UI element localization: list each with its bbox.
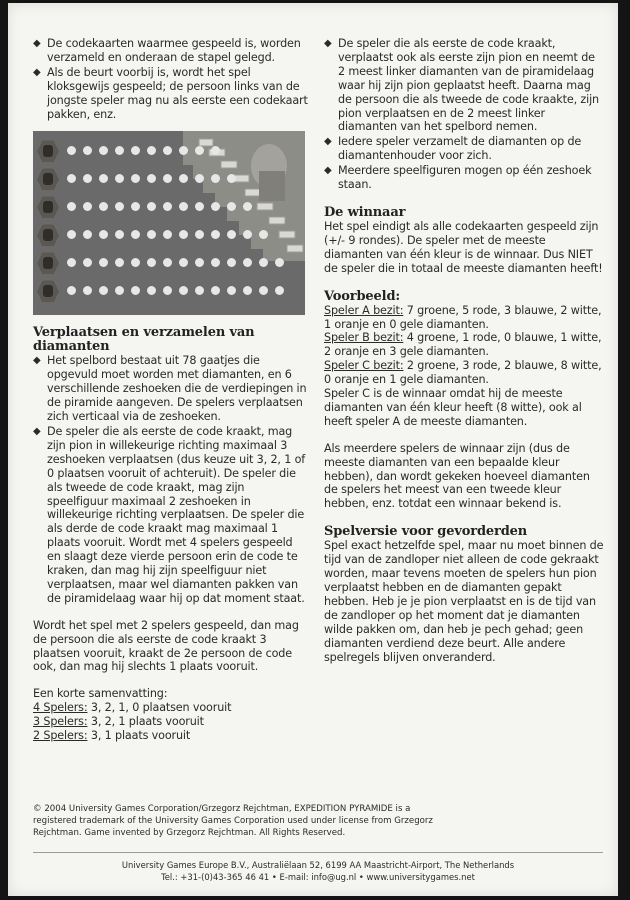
hexagon-level-icon [37,280,59,302]
board-hole [259,286,268,295]
board-hole [147,230,156,239]
board-row [33,197,305,217]
game-board-image [33,131,305,315]
example-text: 7 groene, 5 rode, 3 blauwe, 2 witte, 1 oranje en 0 gele diamanten. [324,303,602,331]
left-column [33,37,308,743]
summary-text: 3, 2, 1, 0 plaatsen vooruit [87,701,232,715]
board-hole-row [67,230,268,240]
board-hole [163,174,172,183]
list-item: ◆ De codekaarten waarmee gespeeld is, worden verzameld en onderaan de stapel gelegd. [33,37,308,65]
board-hole-row [67,146,220,156]
board-hole [131,174,140,183]
board-hole [211,258,220,267]
board-hole [131,202,140,211]
footer-address: University Games Europe B.V., Australiëlaan 52, 6199 AA Maastricht-Airport, The Netherlands [121,860,515,870]
figure-icon [43,145,53,157]
example-label: Speler C bezit: [324,359,404,373]
example-conclusion: Speler C is de winnaar omdat hij de meeste diamanten van één kleur heeft (8 witte), ook al heeft speler A de meeste diamanten. [324,387,582,428]
board-hole [147,146,156,155]
board-hole [227,174,236,183]
board-row [33,141,305,161]
board-hole [211,174,220,183]
board-hole [163,286,172,295]
board-hole [179,230,188,239]
board-hole [115,230,124,239]
board-hole-row [67,174,236,184]
summary-text: 3, 2, 1 plaats vooruit [87,715,204,729]
board-hole [147,258,156,267]
list-item: ◆ Als de beurt voorbij is, wordt het spel kloksgewijs gespeeld; de persoon links van de jongste speler mag nu als eerste een codekaart pakken, enz. [33,66,308,122]
board-hole-row [67,258,284,268]
board-hole [99,286,108,295]
board-hole [131,258,140,267]
board-hole [163,202,172,211]
board-hole [67,202,76,211]
board-hole [131,146,140,155]
example-label: Speler B bezit: [324,331,404,345]
board-hole [67,146,76,155]
right-column [324,37,604,664]
list-item: ◆ De speler die als eerste de code kraakt, verplaatst ook als eerste zijn pion en neemt de 2 meest linker diamanten van de piramidelaag waar hij zijn pion geplaatst heeft. Daarna mag de persoon die als tweede de code kraakte, zijn pion verplaatsen en de 2 meest linker diamanten van het spelbord nemen. [324,37,604,134]
board-hole [115,174,124,183]
board-hole [227,286,236,295]
hexagon-level-icon [37,252,59,274]
publisher-footer [33,860,603,884]
example-row [324,359,604,387]
board-row [33,169,305,189]
board-hole [275,286,284,295]
summary-row [33,715,308,729]
section-heading-example: Voorbeeld: [324,288,401,304]
board-hole [67,286,76,295]
top-bullets-right [324,37,604,192]
board-hole [83,230,92,239]
footer-divider [33,852,603,853]
board-hole [131,230,140,239]
board-hole [115,202,124,211]
board-hole [179,174,188,183]
summary-label: 4 Spelers: [33,701,88,715]
top-bullets-left [33,37,308,121]
board-hole-row [67,286,284,296]
board-hole [195,146,204,155]
tie-breaker-text: Als meerdere spelers de winnaar zijn (dus de meeste diamanten van een bepaalde kleur hebben), dan wordt gekeken hoeveel diamanten de spelers het meest van een tweede kleur hebben, enz. totdat een winnaar bekend is. [324,441,590,511]
board-hole [147,286,156,295]
example-text: 2 groene, 3 rode, 2 blauwe, 8 witte, 0 oranje en 1 gele diamanten. [324,359,602,387]
board-hole [227,202,236,211]
board-hole [99,258,108,267]
summary-label: 2 Spelers: [33,729,88,743]
board-row [33,225,305,245]
two-players-paragraph: Wordt het spel met 2 spelers gespeeld, dan mag de persoon die als eerste de code kraakt 3 plaatsen vooruit, kraakt de 2e persoon de code ook, dan mag hij slechts 1 plaats vooruit. [33,618,299,674]
advanced-text: Spel exact hetzelfde spel, maar nu moet binnen de tijd van de zandloper niet alleen de code gekraakt worden, maar tevens moeten de spelers hun pion verplaatst hebben en de diamanten gepakt hebben. Heb je je pion verplaatst en is de tijd van de zandloper op het moment dat je diamanten wilde pakken om, dan heb je pech gehad; geen diamanten verdiend deze beurt. Alle andere spelregels blijven onveranderd. [324,539,604,664]
hexagon-level-icon [37,196,59,218]
board-hole [243,202,252,211]
board-row [33,281,305,301]
board-hole [115,146,124,155]
board-hole [179,146,188,155]
board-hole [211,146,220,155]
board-hole [115,258,124,267]
board-hole [275,258,284,267]
copyright-notice: © 2004 University Games Corporation/Grzegorz Rejchtman, EXPEDITION PYRAMIDE is a registered trademark of the University Games Corporation used under license from Grzegorz Rejchtman. Game invented by Grzegorz Rejchtman. All Rights Reserved. [33,804,433,839]
hexagon-level-icon [37,140,59,162]
board-hole [179,202,188,211]
figure-icon [43,201,53,213]
rules-page [8,3,618,896]
board-hole [243,258,252,267]
example-row [324,331,604,359]
board-hole [163,230,172,239]
board-hole [99,230,108,239]
list-item: ◆ Iedere speler verzamelt de diamanten op de diamantenhouder voor zich. [324,135,604,163]
board-hole [195,258,204,267]
board-hole [83,286,92,295]
board-hole [163,258,172,267]
summary-text: 3, 1 plaats vooruit [87,729,191,743]
figure-icon [43,173,53,185]
board-hole [99,146,108,155]
section-heading-advanced: Spelversie voor gevorderden [324,524,528,540]
board-hole [195,174,204,183]
winner-text: Het spel eindigt als alle codekaarten gespeeld zijn (+/- 9 rondes). De speler met de meeste diamanten van één kleur is de winnaar. Dus NIET de speler die in totaal de meeste diamanten heeft! [324,219,603,275]
board-hole [243,286,252,295]
summary-title: Een korte samenvatting: [33,687,168,701]
moving-bullets [33,354,308,605]
hexagon-level-icon [37,224,59,246]
summary-row [33,729,308,743]
example-row [324,304,604,332]
board-hole [147,202,156,211]
board-hole [179,286,188,295]
board-hole [99,174,108,183]
board-hole [243,230,252,239]
board-hole [227,258,236,267]
board-hole [67,230,76,239]
figure-icon [43,229,53,241]
figure-icon [43,285,53,297]
board-hole [211,230,220,239]
board-hole [99,202,108,211]
board-hole [83,202,92,211]
figure-icon [43,257,53,269]
board-hole [83,174,92,183]
board-hole [115,286,124,295]
board-hole-row [67,202,252,212]
board-hole [259,230,268,239]
summary-row [33,701,308,715]
board-hole [67,258,76,267]
board-hole [227,230,236,239]
board-hole [211,202,220,211]
example-text: 4 groene, 1 rode, 0 blauwe, 1 witte, 2 oranje en 3 gele diamanten. [324,331,602,359]
hexagon-level-icon [37,168,59,190]
section-heading-winner: De winnaar [324,204,406,220]
summary-label: 3 Spelers: [33,715,88,729]
board-hole [195,286,204,295]
board-hole [195,230,204,239]
board-hole [83,258,92,267]
board-hole [131,286,140,295]
board-hole [83,146,92,155]
board-hole [259,258,268,267]
board-hole [163,146,172,155]
list-item: ◆ Meerdere speelfiguren mogen op één zeshoek staan. [324,164,604,192]
footer-contact: Tel.: +31-(0)43-365 46 41 • E-mail: info@ug.nl • www.universitygames.net [161,871,475,882]
board-hole [195,202,204,211]
board-hole [211,286,220,295]
section-heading-moving: Verplaatsen en verzamelen van diamanten [33,325,255,355]
board-row [33,253,305,273]
board-hole [179,258,188,267]
example-label: Speler A bezit: [324,303,404,317]
board-hole [67,174,76,183]
list-item: ◆ De speler die als eerste de code kraakt, mag zijn pion in willekeurige richting maximaal 3 zeshoeken verplaatsen (dus keuze uit 3, 2, 1 of 0 plaatsen vooruit of achteruit). De speler die als tweede de code kraakt, mag zijn speelfiguur maximaal 2 zeshoeken in willekeurige richting verplaatsen. De speler die als derde de code kraakt mag maximaal 1 plaats vooruit. Wordt met 4 spelers gespeeld en slaagt deze vierde persoon erin de code te kraken, dan mag hij zijn speelfiguur niet verplaatsen, maar wel diamanten pakken van de piramidelaag waar hij op dat moment staat. [33,425,308,606]
board-hole [147,174,156,183]
list-item: ◆ Het spelbord bestaat uit 78 gaatjes die opgevuld moet worden met diamanten, en 6 verschillende zeshoeken die de verdiepingen in de piramide aangeven. De spelers verplaatsen zich verticaal via de zeshoeken. [33,354,308,424]
